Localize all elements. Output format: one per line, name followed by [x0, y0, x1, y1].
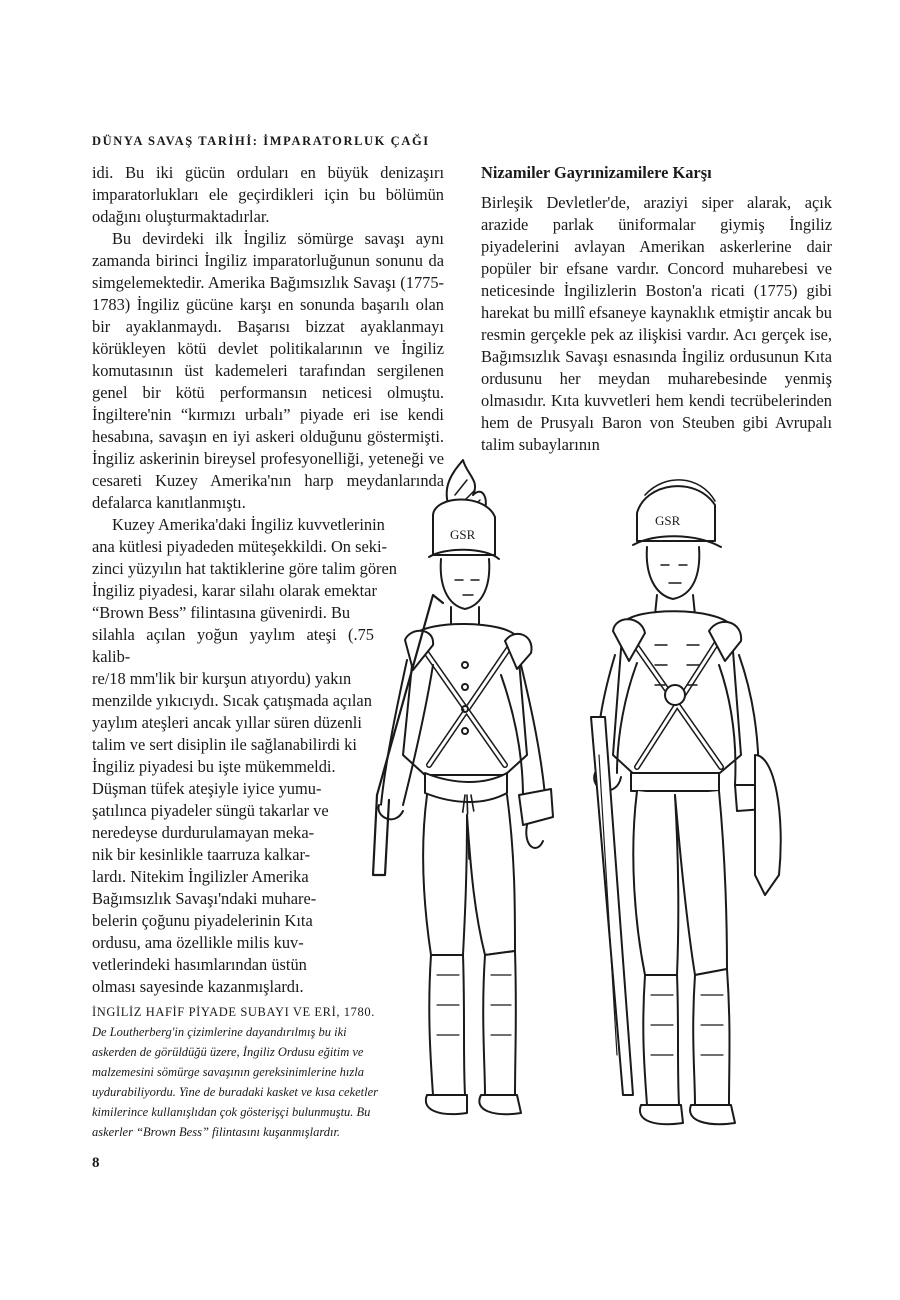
wrapped-line: zinci yüzyılın hat taktiklerine göre talim gören — [92, 559, 397, 578]
caption-title: İNGİLİZ HAFİF PİYADE SUBAYI VE ERİ, 1780. — [92, 1005, 375, 1019]
wrapped-line: Düşman tüfek ateşiyle iyice yumu- — [92, 779, 322, 798]
cap-badge-text: GSR — [655, 513, 681, 528]
figure-caption — [92, 1002, 392, 1142]
private-figure — [591, 480, 781, 1124]
wrapped-line: vetlerindeki hasımlarından üstün — [92, 955, 307, 974]
wrapped-line: ana kütlesi piyadeden müteşekkildi. On seki- — [92, 537, 387, 556]
wrapped-line: İngiliz piyadesi, karar silahı olarak emektar — [92, 581, 377, 600]
wrapped-line: silahla açılan yoğun yaylım ateşi (.75 kalib- — [92, 625, 374, 666]
right-paragraph: Birleşik Devletler'de, araziyi siper alarak, açık arazide parlak üniformalar giymiş İngiliz piyadelerini avlayan Amerikan askerlerine dair popüler bir efsane vardır. Concord muharebesi ve neticesinde İngilizlerin Boston'a ricati (1775) gibi harekat bu millî efsaneye kaynaklık etmiştir ancak bu resmin gerçekle pek az ilişkisi vardır. Acı gerçek ise, Bağımsızlık Savaşı esnasında İngiliz ordusunun Kıta ordusunu her meydan muharebesinde yenmiş olmasıdır. Kıta kuvvetleri hem kendi tecrübelerinden hem de Prusyalı Baron von Steuben gibi Avrupalı talim subaylarının — [481, 193, 832, 454]
soldiers-illustration — [355, 455, 815, 1145]
left-paragraph-1: idi. Bu iki gücün orduları en büyük denizaşırı imparatorlukları ele geçirdikleri için bu bölümün odağını oluşturmaktadırlar. — [92, 163, 444, 226]
officer-figure — [373, 460, 553, 1114]
wrapped-line: nik bir kesinlikle taarruza kalkar- — [92, 845, 311, 864]
running-head: DÜNYA SAVAŞ TARİHİ: İMPARATORLUK ÇAĞI — [92, 134, 430, 148]
left-paragraph-2: Bu devirdeki ilk İngiliz sömürge savaşı aynı zamanda birinci İngiliz imparatorluğunun sonunu da simgelemektedir. Amerika Bağımsızlık Savaşı (1775-1783) İngiliz gücüne karşı en sonunda başarılı olan bir ayaklanmaydı. Başarısı bizzat ayaklanmayı körükleyen kötü devlet politikalarının ve İngiliz komutasının üst kademeleri tarafından sergilenen genel bir kötü performansın neticesi olmuştu. İngiltere'nin “kırmızı urbalı” piyade eri ise kendi hesabına, savaşın en iyi askeri olduğunu göstermişti. İngiliz askerinin bireysel profesyonelliği, yeteneği ve cesareti Kuzey Amerika'nın harp meydanlarında defalarca kanıtlanmıştı. — [92, 229, 444, 512]
page-number: 8 — [92, 1155, 100, 1171]
wrapped-line: re/18 mm'lik bir kurşun atıyordu) yakın — [92, 669, 352, 688]
cap-badge-text: GSR — [450, 527, 476, 542]
wrapped-line: olması sayesinde kazanmışlardı. — [92, 977, 304, 996]
wrapped-line: belerin çoğunu piyadelerinin Kıta — [92, 911, 313, 930]
wrapped-line: yaylım ateşleri ancak yıllar süren düzenli — [92, 713, 362, 732]
wrapped-line: ordusu, ama özellikle milis kuv- — [92, 933, 304, 952]
wrapped-line: menzilde yıkıcıydı. Sıcak çatışmada açılan — [92, 691, 372, 710]
wrapped-line: talim ve sert disiplin ile sağlanabilirdi ki — [92, 735, 357, 754]
sidebar-heading: Nizamiler Gayrınizamilere Karşı — [481, 163, 712, 182]
wrapped-line: Bağımsızlık Savaşı'ndaki muhare- — [92, 889, 317, 908]
wrapped-line: Kuzey Amerika'daki İngiliz kuvvetlerinin — [112, 515, 385, 534]
wrapped-line: şatılınca piyadeler süngü takarlar ve — [92, 801, 329, 820]
wrapped-line: İngiliz piyadesi bu işte mükemmeldi. — [92, 757, 336, 776]
caption-text: De Loutherberg'in çizimlerine dayandırılmış bu iki askerden de görüldüğü üzere, İngiliz Ordusu eğitim ve malzemesini sömürge savaşının gereksinimlerine hızla uydurabiliyordu. Yine de buradaki kasket ve kısa ceketler kimilerince kullanışlıdan çok gösterişçi bulunmuştu. Bu askerler “Brown Bess” filintasını kuşanmışlardır. — [92, 1025, 379, 1139]
right-column — [481, 162, 832, 456]
wrapped-line: “Brown Bess” filintasına güvenirdi. Bu — [92, 603, 351, 622]
wrapped-line: lardı. Nitekim İngilizler Amerika — [92, 867, 309, 886]
wrapped-line: neredeyse durdurulamayan meka- — [92, 823, 315, 842]
